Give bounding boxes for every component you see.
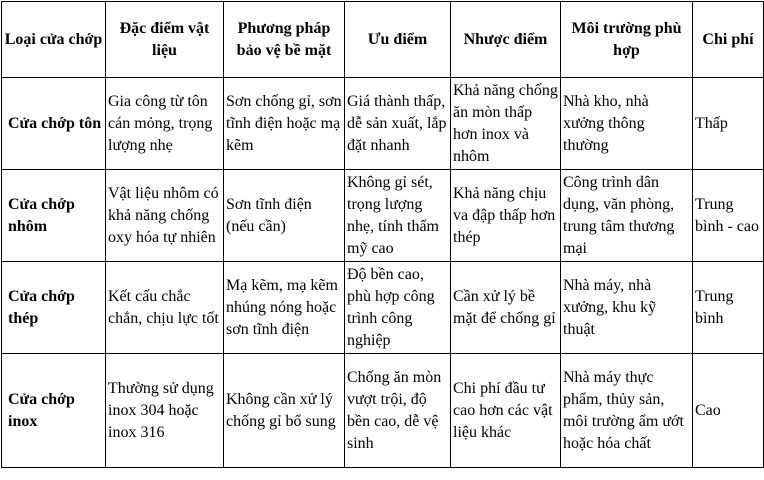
cell-material: Kết cấu chắc chắn, chịu lực tốt — [106, 262, 224, 354]
cell-environment: Công trình dân dụng, văn phòng, trung tâm thương mại — [561, 170, 693, 262]
cell-protection: Sơn tĩnh điện (nếu cần) — [224, 170, 345, 262]
cell-pros: Độ bền cao, phù hợp công trình công nghiệp — [345, 262, 451, 354]
cell-protection: Sơn chống gỉ, sơn tĩnh điện hoặc mạ kẽm — [224, 78, 345, 170]
cell-cons: Chi phí đầu tư cao hơn các vật liệu khác — [451, 354, 561, 468]
table-row — [2, 354, 764, 468]
cell-protection: Mạ kẽm, mạ kẽm nhúng nóng hoặc sơn tĩnh điện — [224, 262, 345, 354]
header-cost: Chi phí — [693, 2, 764, 78]
cell-cost: Trung bình - cao — [693, 170, 764, 262]
cell-environment: Nhà máy thực phẩm, thủy sản, môi trường ẩm ướt hoặc hóa chất — [561, 354, 693, 468]
comparison-table — [1, 1, 764, 468]
cell-cost: Cao — [693, 354, 764, 468]
cell-pros: Không gỉ sét, trọng lượng nhẹ, tính thẩm mỹ cao — [345, 170, 451, 262]
cell-cost: Trung bình — [693, 262, 764, 354]
header-material: Đặc điểm vật liệu — [106, 2, 224, 78]
cell-protection: Không cần xử lý chống gỉ bổ sung — [224, 354, 345, 468]
cell-pros: Giá thành thấp, dễ sản xuất, lắp đặt nhanh — [345, 78, 451, 170]
header-type: Loại cửa chớp — [2, 2, 106, 78]
table-row — [2, 170, 764, 262]
cell-cons: Khả năng chịu va đập thấp hơn thép — [451, 170, 561, 262]
cell-environment: Nhà kho, nhà xưởng thông thường — [561, 78, 693, 170]
cell-type: Cửa chớp nhôm — [2, 170, 106, 262]
header-cons: Nhược điểm — [451, 2, 561, 78]
cell-pros: Chống ăn mòn vượt trội, độ bền cao, dễ vệ sinh — [345, 354, 451, 468]
table-row — [2, 262, 764, 354]
header-environment: Môi trường phù hợp — [561, 2, 693, 78]
cell-cons: Cần xử lý bề mặt để chống gỉ — [451, 262, 561, 354]
cell-cost: Thấp — [693, 78, 764, 170]
cell-material: Thường sử dụng inox 304 hoặc inox 316 — [106, 354, 224, 468]
header-protection: Phương pháp bảo vệ bề mặt — [224, 2, 345, 78]
cell-material: Vật liệu nhôm có khả năng chống oxy hóa tự nhiên — [106, 170, 224, 262]
cell-cons: Khả năng chống ăn mòn thấp hơn inox và nhôm — [451, 78, 561, 170]
cell-environment: Nhà máy, nhà xưởng, khu kỹ thuật — [561, 262, 693, 354]
table-row — [2, 78, 764, 170]
header-pros: Ưu điểm — [345, 2, 451, 78]
cell-type: Cửa chớp inox — [2, 354, 106, 468]
header-row — [2, 2, 764, 78]
cell-material: Gia công từ tôn cán mỏng, trọng lượng nhẹ — [106, 78, 224, 170]
cell-type: Cửa chớp tôn — [2, 78, 106, 170]
cell-type: Cửa chớp thép — [2, 262, 106, 354]
